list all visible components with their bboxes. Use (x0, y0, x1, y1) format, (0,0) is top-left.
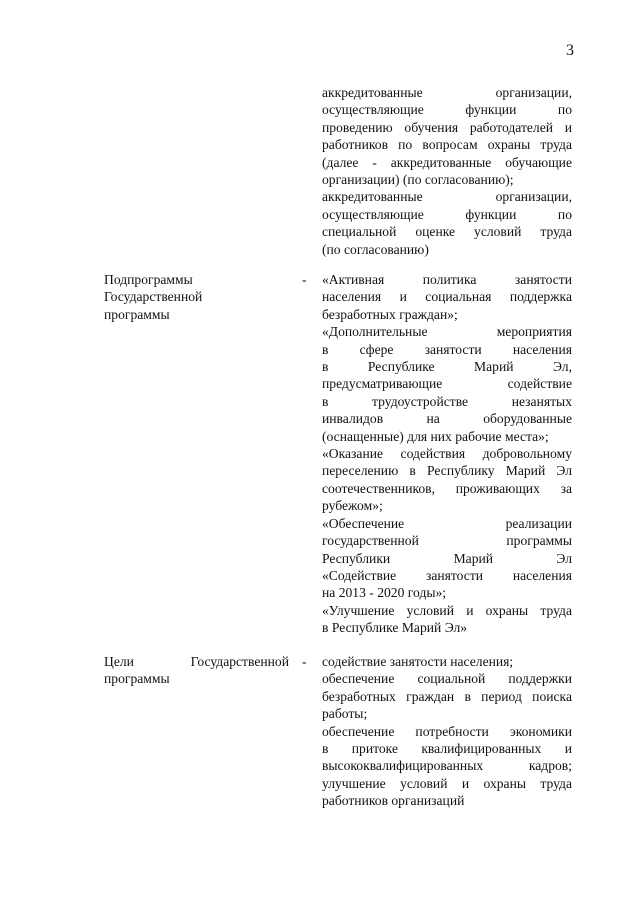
text-line: специальной оценке условий труда (322, 224, 572, 240)
text-line: содействие занятости населения; (322, 654, 514, 669)
text-line: рубежом»; (322, 498, 383, 514)
goals-dash: - (302, 654, 307, 669)
text-line: на 2013 - 2020 годы»; (322, 585, 447, 601)
text-line: в притоке квалифицированных и (322, 741, 572, 757)
subprograms-label (104, 271, 289, 323)
text-line: аккредитованные организации, (322, 189, 572, 205)
text-line: «Оказание содействия добровольному (322, 446, 572, 462)
text-line: «Дополнительные мероприятия (322, 324, 572, 340)
text-line: в Республике Марий Эл» (322, 620, 468, 636)
text-line: (далее - аккредитованные обучающие (322, 154, 572, 170)
goals-content (322, 653, 572, 810)
goals-label (104, 653, 289, 688)
text-line: инвалидов на оборудованные (322, 411, 572, 427)
text-line: в трудоустройстве незанятых (322, 393, 572, 409)
text-line: работников по вопросам охраны труда (322, 137, 572, 153)
text-line: в сфере занятости населения (322, 341, 572, 357)
text-line: Республики Марий Эл (322, 550, 572, 566)
text-line: переселению в Республику Марий Эл (322, 463, 572, 479)
subprograms-label-line: Подпрограммы (104, 272, 193, 287)
text-line: (по согласованию) (322, 241, 429, 257)
page-number: 3 (566, 42, 574, 59)
text-line: аккредитованные организации, (322, 85, 572, 100)
text-line: обеспечение потребности экономики (322, 723, 572, 739)
text-line: осуществляющие функции по (322, 206, 572, 222)
subprograms-label-line: программы (104, 306, 170, 322)
text-line: организации) (по согласованию); (322, 172, 514, 188)
text-line: высококвалифицированных кадров; (322, 758, 572, 774)
text-line: работы; (322, 706, 368, 722)
text-line: государственной программы (322, 533, 572, 549)
text-line: безработных граждан»; (322, 306, 458, 322)
top-block-content (322, 84, 572, 258)
text-line: «Обеспечение реализации (322, 515, 572, 531)
subprograms-label-line: Государственной (104, 289, 203, 305)
text-line: осуществляющие функции по (322, 102, 572, 118)
text-line: обеспечение социальной поддержки (322, 671, 572, 687)
text-line: проведению обучения работодателей и (322, 119, 572, 135)
text-line: «Активная политика занятости (322, 272, 572, 287)
text-line: безработных граждан в период поиска (322, 688, 572, 704)
text-line: соотечественников, проживающих за (322, 480, 572, 496)
text-line: в Республике Марий Эл, (322, 359, 572, 375)
text-line: работников организаций (322, 793, 465, 809)
text-line: улучшение условий и охраны труда (322, 775, 572, 791)
text-line: (оснащенные) для них рабочие места»; (322, 428, 549, 444)
text-line: «Содействие занятости населения (322, 567, 572, 583)
subprograms-content (322, 271, 572, 637)
text-line: «Улучшение условий и охраны труда (322, 602, 572, 618)
goals-label-line: Цели Государственной (104, 654, 289, 669)
subprograms-dash: - (302, 272, 307, 287)
text-line: населения и социальная поддержка (322, 289, 572, 305)
text-line: предусматривающие содействие (322, 376, 572, 392)
goals-label-line: программы (104, 671, 170, 687)
